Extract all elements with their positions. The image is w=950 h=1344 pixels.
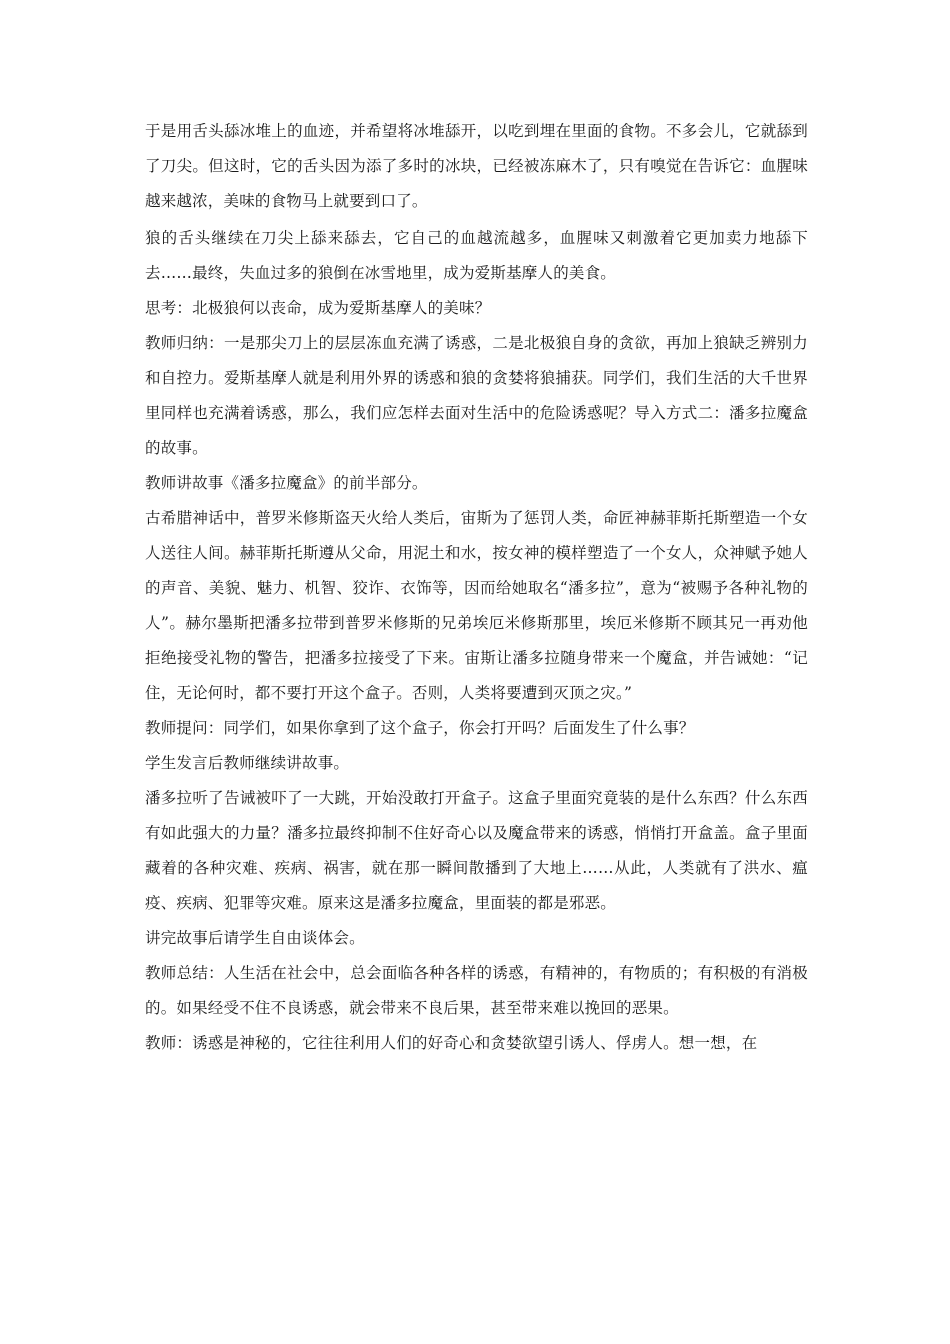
document-body — [145, 114, 808, 1061]
paragraph-teacher-summary-1: 教师归纳：一是那尖刀上的层层冻血充满了诱惑，二是北极狼自身的贪欲，再加上狼缺乏辨别力和自控力。爱斯基摩人就是利用外界的诱惑和狼的贪婪将狼捕获。同学们，我们生活的大千世界里同样也充满着诱惑，那么，我们应怎样去面对生活中的危险诱惑呢？导入方式二：潘多拉魔盒的故事。 — [145, 334, 808, 457]
paragraph-wolf-licking: 于是用舌头舔冰堆上的血迹，并希望将冰堆舔开，以吃到埋在里面的食物。不多会儿，它就舔到了刀尖。但这时，它的舌头因为添了多时的冰块，已经被冻麻木了，只有嗅觉在告诉它：血腥味越来越浓，美味的食物马上就要到口了。 — [145, 122, 808, 210]
paragraph-question: 思考：北极狼何以丧命，成为爱斯基摩人的美味？ — [145, 299, 491, 317]
paragraph-student-discussion: 学生发言后教师继续讲故事。 — [145, 754, 350, 772]
paragraph-reflection: 讲完故事后请学生自由谈体会。 — [145, 929, 365, 947]
paragraph-story-intro: 教师讲故事《潘多拉魔盒》的前半部分。 — [145, 474, 428, 492]
paragraph-temptation: 教师：诱惑是神秘的，它往往利用人们的好奇心和贪婪欲望引诱人、俘虏人。想一想，在 — [145, 1034, 758, 1052]
paragraph-wolf-death: 狼的舌头继续在刀尖上舔来舔去，它自己的血越流越多，血腥味又刺激着它更加卖力地舔下去……最终，失血过多的狼倒在冰雪地里，成为爱斯基摩人的美食。 — [145, 229, 808, 282]
paragraph-pandora-myth: 古希腊神话中，普罗米修斯盗天火给人类后，宙斯为了惩罚人类，命匠神赫菲斯托斯塑造一个女人送往人间。赫菲斯托斯遵从父命，用泥土和水，按女神的模样塑造了一个女人，众神赋予她人的声音、美貌、魅力、机智、狡诈、衣饰等，因而给她取名“潘多拉”，意为“被赐予各种礼物的人”。赫尔墨斯把潘多拉带到普罗米修斯的兄弟埃厄米修斯那里，埃厄米修斯不顾其兄一再劝他拒绝接受礼物的警告，把潘多拉接受了下来。宙斯让潘多拉随身带来一个魔盒，并告诫她：“记住，无论何时，都不要打开这个盒子。否则，人类将要遭到灭顶之灾。” — [145, 509, 808, 702]
paragraph-pandora-opens-box: 潘多拉听了告诫被吓了一大跳，开始没敢打开盒子。这盒子里面究竟装的是什么东西？什么东西有如此强大的力量？潘多拉最终抑制不住好奇心以及魔盒带来的诱惑，悄悄打开盒盖。盒子里面藏着的各种灾难、疾病、祸害，就在那一瞬间散播到了大地上……从此，人类就有了洪水、瘟疫、疾病、犯罪等灾难。原来这是潘多拉魔盒，里面装的都是邪恶。 — [145, 789, 808, 912]
paragraph-teacher-question: 教师提问：同学们，如果你拿到了这个盒子，你会打开吗？后面发生了什么事？ — [145, 719, 695, 737]
paragraph-teacher-conclusion: 教师总结：人生活在社会中，总会面临各种各样的诱惑，有精神的，有物质的；有积极的有消极的。如果经受不住不良诱惑，就会带来不良后果，甚至带来难以挽回的恶果。 — [145, 964, 808, 1017]
